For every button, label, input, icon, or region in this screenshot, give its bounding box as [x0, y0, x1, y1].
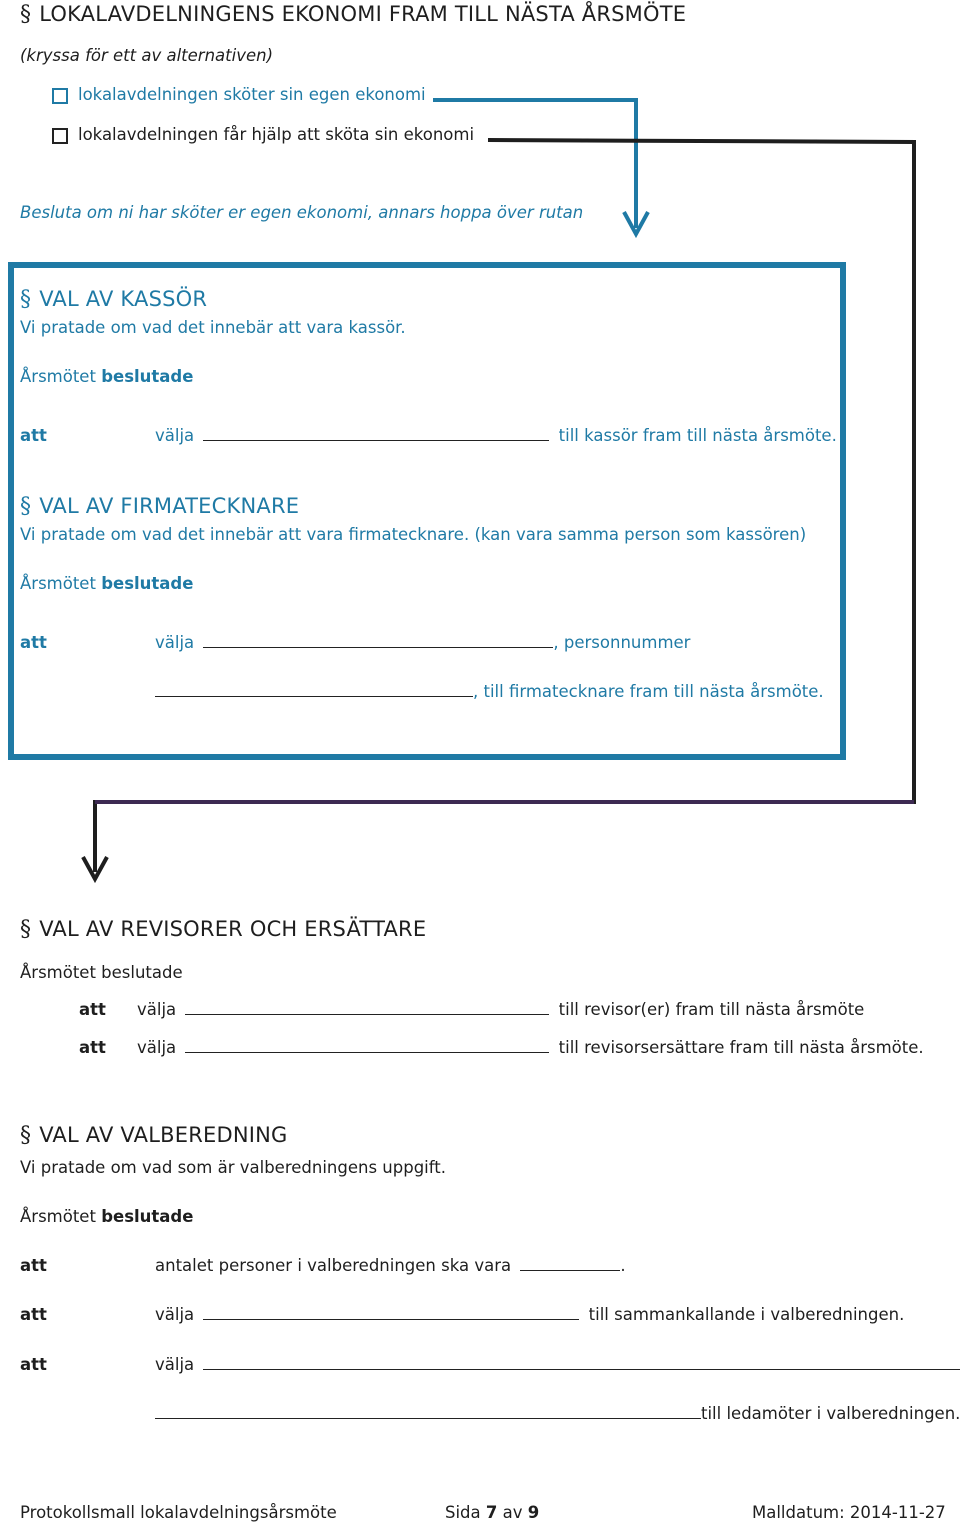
page-current: 7	[485, 1503, 498, 1522]
valberedning-row1	[155, 1256, 626, 1275]
firma-decided	[20, 574, 193, 593]
decided-word: Årsmötet	[20, 367, 96, 386]
page-of: av	[502, 1503, 523, 1522]
heading-revisorer-text: VAL AV REVISORER OCH ERSÄTTARE	[39, 917, 427, 941]
valberedning-att-2: att	[20, 1305, 47, 1324]
firma-row2	[155, 682, 824, 701]
valja-label: välja	[155, 1355, 195, 1374]
section-symbol: §	[20, 287, 32, 312]
valberedning-description: Vi pratade om vad som är valberedningens uppgift.	[20, 1158, 446, 1177]
heading-firmatecknare	[20, 494, 299, 519]
page-title-text: LOKALAVDELNINGENS EKONOMI FRAM TILL NÄSTA ÅRSMÖTE	[39, 2, 687, 26]
antal-label: antalet personer i valberedningen ska vara	[155, 1256, 512, 1275]
decided-bold: beslutade	[101, 367, 194, 386]
firma-personnummer-label: , personnummer	[553, 633, 691, 652]
firma-att: att	[20, 633, 47, 652]
kassor-att: att	[20, 426, 47, 445]
section-symbol: §	[20, 1123, 32, 1148]
period: .	[620, 1256, 626, 1275]
footer-template-name: Protokollsmall lokalavdelningsårsmöte	[20, 1503, 337, 1522]
heading-kassor	[20, 287, 207, 312]
valberedning-row3	[155, 1355, 960, 1374]
option-help-economy-label: lokalavdelningen får hjälp att sköta sin ekonomi	[78, 125, 475, 144]
decided-word: Årsmötet	[20, 574, 96, 593]
valberedning-row4	[155, 1404, 960, 1423]
revisor-tail: till revisor(er) fram till nästa årsmöte	[558, 1000, 865, 1019]
revisorsersattare-tail: till revisorsersättare fram till nästa årsmöte.	[558, 1038, 924, 1057]
ledamoter-name-field-2[interactable]	[155, 1417, 701, 1419]
ledamoter-name-field-1[interactable]	[203, 1368, 960, 1370]
heading-revisorer	[20, 917, 426, 942]
firma-tail: , till firmatecknare fram till nästa årsmöte.	[473, 682, 824, 701]
valberedning-att-1: att	[20, 1256, 47, 1275]
decided-word: Årsmötet	[20, 1207, 96, 1226]
footer-template-date: Malldatum: 2014-11-27	[752, 1503, 946, 1522]
valberedning-att-3: att	[20, 1355, 47, 1374]
heading-valberedning	[20, 1123, 288, 1148]
firma-personnummer-field[interactable]	[155, 695, 473, 697]
firma-row1	[155, 633, 690, 652]
page-label: Sida	[445, 1503, 481, 1522]
valja-label: välja	[155, 426, 195, 445]
kassor-name-field[interactable]	[203, 439, 549, 441]
revisor-name-field[interactable]	[185, 1013, 549, 1015]
kassor-row	[155, 426, 837, 445]
section-symbol: §	[20, 494, 32, 519]
kassor-description: Vi pratade om vad det innebär att vara kassör.	[20, 318, 406, 337]
valja-label: välja	[137, 1038, 177, 1057]
valberedning-decided	[20, 1207, 193, 1226]
valja-label: välja	[137, 1000, 177, 1019]
revisorsersattare-name-field[interactable]	[185, 1051, 549, 1053]
heading-firmatecknare-text: VAL AV FIRMATECKNARE	[39, 494, 300, 518]
footer-page-number	[445, 1503, 539, 1522]
option-help-economy-checkbox[interactable]	[52, 128, 68, 144]
firma-name-field[interactable]	[203, 646, 553, 648]
antal-personer-field[interactable]	[520, 1269, 620, 1271]
option-own-economy-label: lokalavdelningen sköter sin egen ekonomi	[78, 85, 426, 104]
kassor-decided	[20, 367, 193, 386]
heading-kassor-text: VAL AV KASSÖR	[39, 287, 208, 311]
revisorer-row2	[137, 1038, 924, 1057]
page-total: 9	[527, 1503, 540, 1522]
revisorer-att-1: att	[79, 1000, 106, 1019]
revisorer-row1	[137, 1000, 864, 1019]
heading-valberedning-text: VAL AV VALBEREDNING	[39, 1123, 288, 1147]
kassor-tail: till kassör fram till nästa årsmöte.	[558, 426, 837, 445]
page-title	[20, 2, 686, 27]
sammankallande-tail: till sammankallande i valberedningen.	[588, 1305, 905, 1324]
revisorer-decided: Årsmötet beslutade	[20, 963, 183, 982]
instruction-text: (kryssa för ett av alternativen)	[20, 46, 274, 65]
valja-label: välja	[155, 633, 195, 652]
valberedning-row2	[155, 1305, 904, 1324]
decided-bold: beslutade	[101, 1207, 194, 1226]
section-symbol: §	[20, 2, 32, 27]
section-symbol: §	[20, 917, 32, 942]
firma-description: Vi pratade om vad det innebär att vara firmatecknare. (kan vara samma person som kassören)	[20, 525, 807, 544]
sammankallande-name-field[interactable]	[203, 1318, 579, 1320]
option-own-economy-checkbox[interactable]	[52, 88, 68, 104]
valja-label: välja	[155, 1305, 195, 1324]
revisorer-att-2: att	[79, 1038, 106, 1057]
ledamoter-tail: till ledamöter i valberedningen.	[701, 1404, 960, 1423]
decided-bold: beslutade	[101, 574, 194, 593]
instruction-note: Besluta om ni har sköter er egen ekonomi, annars hoppa över rutan	[20, 203, 584, 222]
